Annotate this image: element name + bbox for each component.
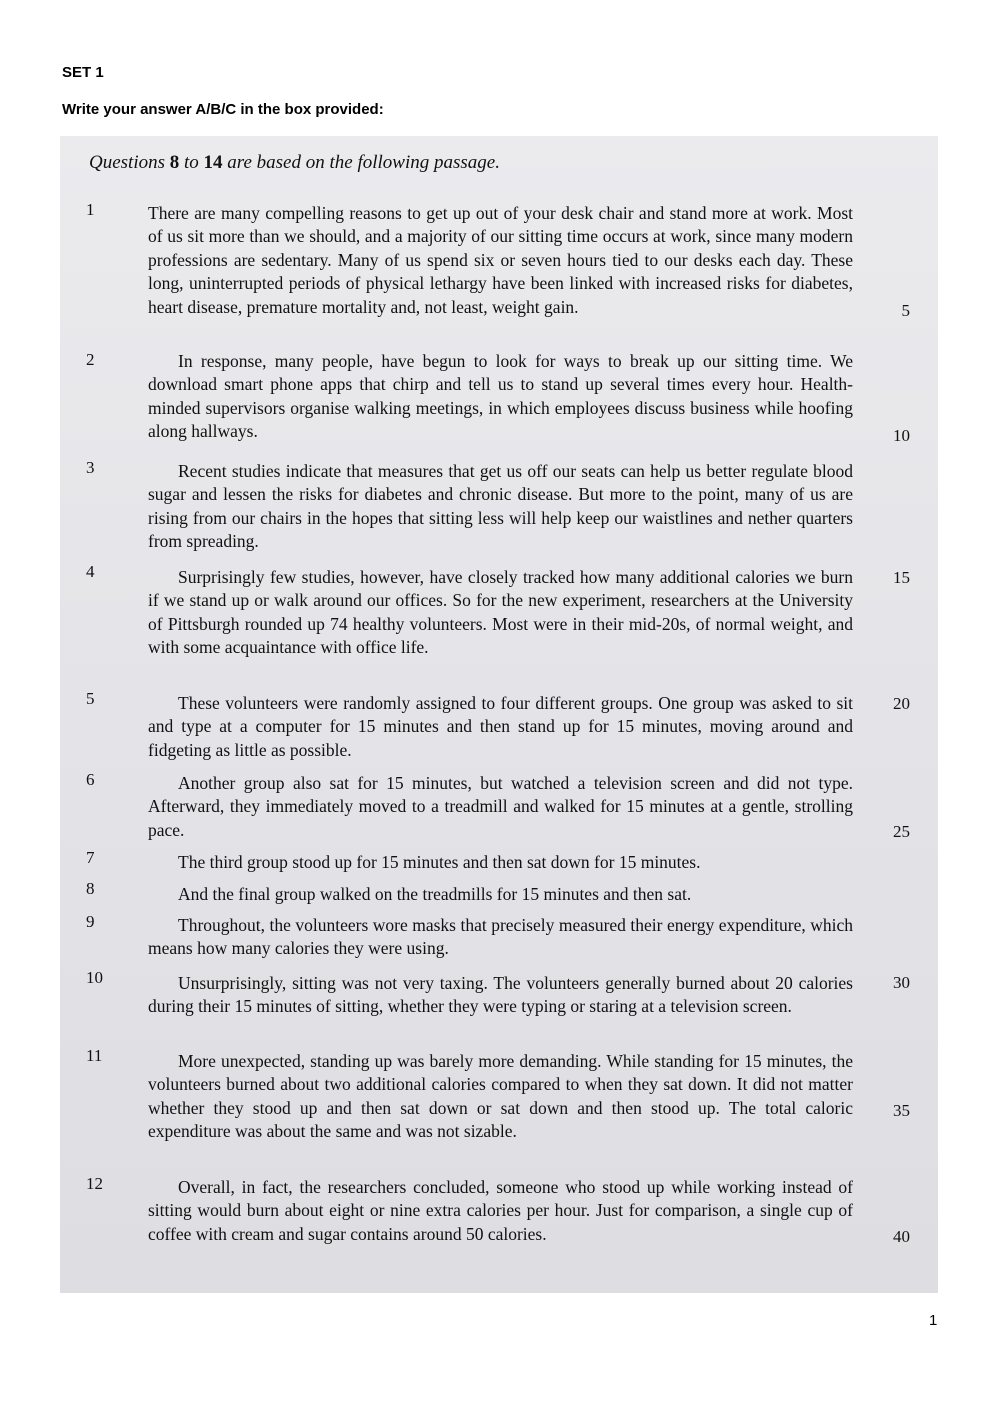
paragraph: More unexpected, standing up was barely more demanding. While standing for 15 minutes, the volunteers burned about two additional calories compared to when they sat down. It did not matter whether they stood up and then sat down or sat down and then stood up. The total caloric expenditure was about the same and was not sizable.	[148, 1051, 853, 1142]
intro-from: 8	[169, 152, 180, 173]
line-number: 35	[893, 1101, 910, 1120]
paragraph: Overall, in fact, the researchers concluded, someone who stood up while working instead of sitting would burn about eight or nine extra calories per hour. Just for comparison, a single cup of coffee with cream and sugar contains around 50 calories.	[148, 1177, 853, 1244]
paragraph-number: 7	[86, 848, 95, 867]
line-number: 15	[893, 568, 910, 587]
paragraph-number: 5	[86, 689, 95, 708]
intro-suffix: are based on the following passage.	[227, 152, 500, 173]
paragraph: Another group also sat for 15 minutes, but watched a television screen and did not type. Afterward, they immediately moved to a treadmill and walked for 15 minutes at a gentle, strolling pace.	[148, 773, 853, 840]
questions-intro	[89, 152, 500, 174]
line-number: 25	[893, 822, 910, 841]
paragraph-number: 8	[86, 879, 95, 898]
paragraph-number: 12	[86, 1174, 103, 1193]
line-number: 5	[901, 301, 910, 320]
paragraph: And the final group walked on the treadmills for 15 minutes and then sat.	[178, 884, 692, 904]
line-number: 40	[893, 1227, 910, 1246]
paragraph: Throughout, the volunteers wore masks that precisely measured their energy expenditure, which means how many calories they were using.	[148, 915, 853, 959]
paragraph: The third group stood up for 15 minutes and then sat down for 15 minutes.	[178, 852, 701, 872]
paragraph: In response, many people, have begun to look for ways to break up our sitting time. We download smart phone apps that chirp and tell us to stand up several times every hour. Health-minded supervisors organise walking meetings, in which employees discuss business while hoofing along hallways.	[148, 351, 853, 442]
paragraph-number: 2	[86, 350, 95, 369]
set-label: SET 1	[62, 64, 104, 81]
line-number: 30	[893, 973, 910, 992]
page-number: 1	[929, 1312, 938, 1329]
paragraph: These volunteers were randomly assigned to four different groups. One group was asked to sit and type at a computer for 15 minutes and then stand up for 15 minutes, moving around and fidgeting as little as possible.	[148, 693, 853, 760]
paragraph-number: 3	[86, 458, 95, 477]
line-number: 20	[893, 694, 910, 713]
intro-to: 14	[203, 152, 223, 173]
scanned-passage	[60, 136, 938, 1293]
paragraph-number: 11	[86, 1046, 103, 1065]
paragraph-number: 10	[86, 968, 103, 987]
line-number: 10	[893, 426, 910, 445]
paragraph-number: 4	[86, 562, 95, 581]
answer-instruction: Write your answer A/B/C in the box provided:	[62, 101, 384, 118]
paragraph-number: 6	[86, 770, 95, 789]
paragraph: There are many compelling reasons to get up out of your desk chair and stand more at work. Most of us sit more than we should, and a majority of our sitting time occurs at work, since many modern professions are sedentary. Many of us spend six or seven hours tied to our desks each day. These long, uninterrupted periods of physical lethargy have been linked with increased risks for diabetes, heart disease, premature mortality and, not least, weight gain.	[148, 203, 853, 317]
paragraph: Recent studies indicate that measures that get us off our seats can help us better regulate blood sugar and lessen the risks for diabetes and chronic disease. But more to the point, many of us are rising from our chairs in the hopes that sitting less will help keep our waistlines and nether quarters from spreading.	[148, 461, 853, 552]
paragraph-number: 1	[86, 200, 95, 219]
intro-to-word: to	[184, 152, 199, 173]
paragraph: Unsurprisingly, sitting was not very taxing. The volunteers generally burned about 20 calories during their 15 minutes of sitting, whether they were typing or staring at a television screen.	[148, 973, 853, 1017]
paragraph: Surprisingly few studies, however, have closely tracked how many additional calories we burn if we stand up or walk around our offices. So for the new experiment, researchers at the University of Pittsburgh rounded up 74 healthy volunteers. Most were in their mid-20s, of normal weight, and with some acquaintance with office life.	[148, 567, 853, 658]
intro-prefix: Questions	[89, 152, 165, 173]
paragraph-number: 9	[86, 912, 95, 931]
